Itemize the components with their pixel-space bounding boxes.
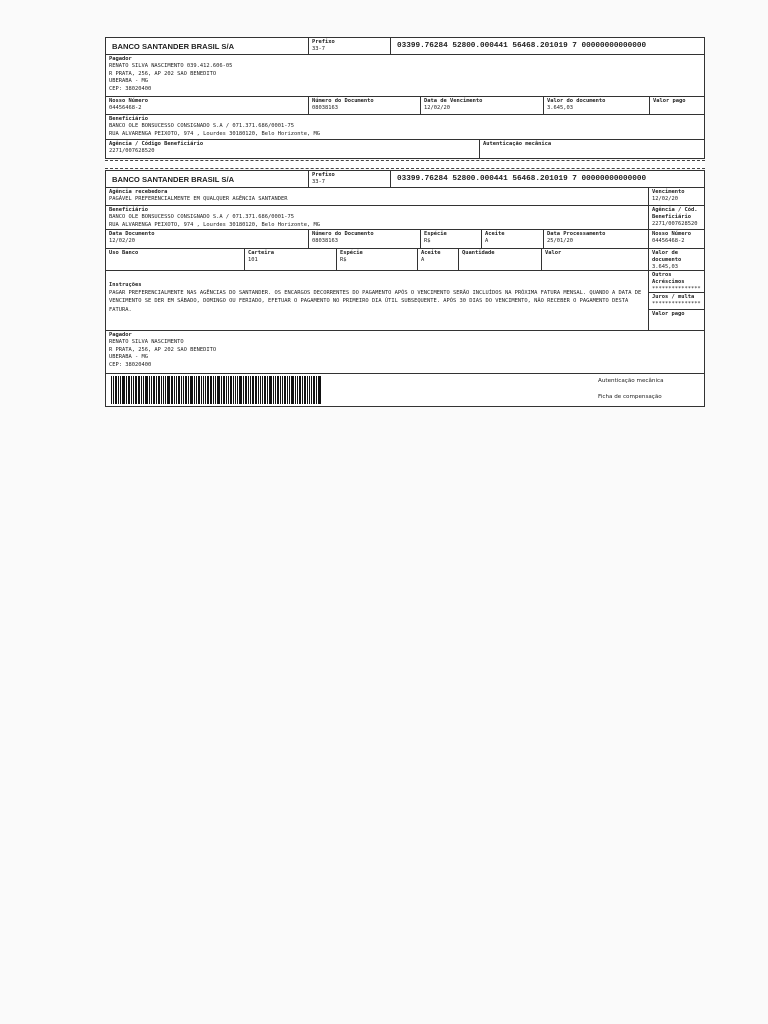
- barcode: [111, 376, 396, 404]
- especie-doc-label: Espécie: [424, 231, 447, 237]
- valor-documento-label: Valor do documento: [547, 98, 606, 104]
- valor-pago-label: Valor pago: [653, 98, 686, 104]
- barcode-area: [106, 374, 396, 406]
- data-processamento-label: Data Processamento: [547, 231, 606, 237]
- payer-label-2: Pagador: [109, 332, 132, 338]
- barcode-bar: [307, 376, 308, 404]
- especie-moeda-cell: [337, 249, 418, 270]
- juros-multa-label: Juros / multa: [652, 294, 695, 300]
- quantidade-label: Quantidade: [462, 250, 495, 256]
- vencimento-label: Data de Vencimento: [424, 98, 483, 104]
- valor-pago-cell-2: [649, 310, 704, 330]
- barcode-bar: [131, 376, 132, 404]
- prefix-cell: [309, 38, 391, 54]
- barcode-bar: [252, 376, 254, 404]
- nosso-numero-cell-2: [649, 230, 704, 249]
- outros-acrescimos-label: Outros Acréscimos: [652, 272, 685, 285]
- agencia-codigo-value: 2271/007628520: [109, 148, 155, 154]
- agencia-codigo-cell: [106, 140, 480, 158]
- payer-name-doc: RENATO SILVA NASCIMENTO 039.412.606-05: [109, 63, 233, 69]
- uso-banco-label: Uso Banco: [109, 250, 139, 256]
- barcode-bar: [141, 376, 142, 404]
- data-documento-value: 12/02/20: [109, 238, 135, 244]
- aceite-cell-2: [418, 249, 459, 270]
- barcode-bar: [226, 376, 227, 404]
- barcode-bar: [215, 376, 216, 404]
- barcode-bar: [120, 376, 121, 404]
- nosso-numero-value: 04456468-2: [109, 105, 142, 111]
- barcode-bar: [313, 376, 315, 404]
- barcode-bar: [185, 376, 187, 404]
- especie-doc-value: R$: [424, 238, 431, 244]
- nosso-numero-cell: [106, 97, 309, 114]
- barcode-bar: [309, 376, 310, 404]
- barcode-bar: [198, 376, 200, 404]
- barcode-bar: [201, 376, 202, 404]
- barcode-bar: [295, 376, 296, 404]
- barcode-bar: [158, 376, 160, 404]
- ficha-compensacao-label: Ficha de compensação: [598, 394, 662, 400]
- vencimento-cell: [421, 97, 544, 114]
- digitable-line[interactable]: 03399.76284 52800.000441 56468.201019 7 00000000000000: [397, 42, 647, 50]
- barcode-bar: [230, 376, 232, 404]
- barcode-bar: [284, 376, 286, 404]
- barcode-bar: [260, 376, 261, 404]
- barcode-bar: [178, 376, 180, 404]
- carteira-value: 101: [248, 257, 258, 263]
- barcode-bar: [316, 376, 317, 404]
- beneficiario-label: Beneficiário: [109, 116, 148, 122]
- valor-documento-value: 3.645,03: [547, 105, 573, 111]
- outros-acrescimos-cell: [649, 271, 704, 293]
- payer-name-2: RENATO SILVA NASCIMENTO: [109, 339, 184, 345]
- barcode-bar: [235, 376, 236, 404]
- upper-section: [106, 188, 704, 331]
- agencia-recebedora-label: Agência recebedora: [109, 189, 168, 195]
- valor-documento-value-2: 3.645,03: [652, 264, 678, 270]
- barcode-bar: [188, 376, 189, 404]
- barcode-bar: [269, 376, 272, 404]
- valor-pago-label-2: Valor pago: [652, 311, 685, 317]
- prefix-cell-2: [309, 171, 391, 187]
- barcode-bar: [291, 376, 294, 404]
- barcode-bar: [210, 376, 212, 404]
- data-processamento-cell: [544, 230, 648, 248]
- numero-documento-label-2: Número do Documento: [312, 231, 374, 237]
- barcode-bar: [111, 376, 112, 404]
- barcode-bar: [203, 376, 204, 404]
- payer-cep: CEP: 38020400: [109, 85, 152, 92]
- barcode-bar: [181, 376, 182, 404]
- local-pagamento-value: PAGÁVEL PREFERENCIALMENTE EM QUALQUER AGÊNCIA SANTANDER: [109, 196, 288, 202]
- barcode-bar: [258, 376, 259, 404]
- barcode-bar: [176, 376, 177, 404]
- barcode-bar: [275, 376, 276, 404]
- barcode-bar: [138, 376, 140, 404]
- numero-documento-value-2: 08038163: [312, 238, 338, 244]
- barcode-bar: [128, 376, 130, 404]
- instructions-block: [106, 271, 648, 330]
- vencimento-cell-2: [649, 188, 704, 206]
- barcode-bar: [194, 376, 195, 404]
- outros-acrescimos-value: ***************: [652, 286, 701, 292]
- barcode-bar: [213, 376, 214, 404]
- barcode-bar: [287, 376, 288, 404]
- nosso-numero-label-2: Nosso Número: [652, 231, 691, 237]
- barcode-bar: [135, 376, 137, 404]
- barcode-bar: [221, 376, 222, 404]
- barcode-bar: [163, 376, 164, 404]
- prefix-value: 33-7: [312, 46, 325, 52]
- agencia-cod-value: 2271/007628520: [652, 221, 698, 227]
- barcode-bar: [171, 376, 173, 404]
- quantidade-cell: [459, 249, 542, 270]
- beneficiario-name: BANCO OLE BONSUCESSO CONSIGNADO S.A / 071.371.686/0001-75: [109, 123, 294, 129]
- payer-address: R PRATA, 256, AP 202 SAO BENEDITO: [109, 70, 217, 77]
- barcode-bar: [122, 376, 125, 404]
- beneficiario-address: RUA ALVARENGA PEIXOTO, 974 , Lourdes 30180120, Belo Horizonte, MG: [109, 130, 320, 137]
- aceite-label-2: Aceite: [421, 250, 441, 256]
- ficha-compensacao: [105, 170, 705, 407]
- barcode-bar: [217, 376, 220, 404]
- numero-documento-value: 08038163: [312, 105, 338, 111]
- barcode-bar: [318, 376, 321, 404]
- especie-doc-cell: [421, 230, 482, 248]
- beneficiario-block: [106, 115, 704, 139]
- barcode-bar: [149, 376, 150, 404]
- digitable-line-2[interactable]: 03399.76284 52800.000441 56468.201019 7 00000000000000: [397, 175, 647, 183]
- bank-name: BANCO SANTANDER BRASIL S/A: [106, 38, 309, 54]
- prefix-label: Prefixo: [312, 39, 335, 45]
- barcode-bar: [311, 376, 312, 404]
- juros-multa-cell: [649, 293, 704, 310]
- barcode-bar: [183, 376, 184, 404]
- barcode-bar: [165, 376, 166, 404]
- prefix-label-2: Prefixo: [312, 172, 335, 178]
- barcode-bar: [145, 376, 148, 404]
- barcode-bar: [282, 376, 283, 404]
- barcode-bar: [273, 376, 274, 404]
- barcode-bar: [118, 376, 119, 404]
- barcode-bar: [133, 376, 134, 404]
- numero-documento-cell: [309, 97, 421, 114]
- barcode-bar: [115, 376, 117, 404]
- barcode-bar: [299, 376, 301, 404]
- prefix-value-2: 33-7: [312, 179, 325, 185]
- barcode-bar: [151, 376, 152, 404]
- barcode-bar: [277, 376, 279, 404]
- barcode-bar: [207, 376, 209, 404]
- carteira-label: Carteira: [248, 250, 274, 256]
- payer-label: Pagador: [109, 56, 132, 62]
- nosso-numero-label: Nosso Número: [109, 98, 148, 104]
- cut-line: [105, 160, 705, 169]
- aceite-cell: [482, 230, 544, 248]
- payer-block: [106, 55, 704, 96]
- barcode-bar: [264, 376, 266, 404]
- numero-documento-cell-2: [309, 230, 421, 248]
- valor-pago-cell: [650, 97, 704, 114]
- juros-multa-value: ***************: [652, 301, 701, 307]
- upper-left: [106, 188, 648, 330]
- valor-cell: [542, 249, 648, 270]
- barcode-bar: [228, 376, 229, 404]
- barcode-bar: [126, 376, 127, 404]
- barcode-bar: [174, 376, 175, 404]
- aceite-value: A: [485, 238, 489, 244]
- valor-documento-label-2: Valor de documento: [652, 250, 682, 263]
- barcode-bar: [248, 376, 249, 404]
- valor-documento-cell-2: [649, 249, 704, 271]
- payer-block-2: [106, 331, 704, 373]
- footer: [106, 374, 704, 406]
- barcode-bar: [239, 376, 242, 404]
- vencimento-label-2: Vencimento: [652, 189, 685, 195]
- beneficiario-label-2: Beneficiário: [109, 207, 148, 213]
- barcode-bar: [196, 376, 197, 404]
- barcode-bar: [262, 376, 263, 404]
- valor-documento-cell: [544, 97, 650, 114]
- aceite-value-2: A: [421, 257, 425, 263]
- barcode-bar: [143, 376, 144, 404]
- barcode-bar: [167, 376, 170, 404]
- barcode-bar: [250, 376, 251, 404]
- especie-moeda-label: Espécie: [340, 250, 363, 256]
- agencia-cod-label: Agência / Cód. Beneficiário: [652, 207, 698, 220]
- payer-cep-2: CEP: 38020400: [109, 361, 152, 368]
- barcode-bar: [280, 376, 281, 404]
- barcode-bar: [302, 376, 303, 404]
- autenticacao-label: Autenticação mecânica: [483, 141, 552, 147]
- beneficiario-name-2: BANCO OLE BONSUCESSO CONSIGNADO S.A / 071.371.686/0001-75: [109, 214, 294, 220]
- payer-city: UBERABA - MG: [109, 78, 148, 84]
- aceite-label: Aceite: [485, 231, 505, 237]
- barcode-bar: [304, 376, 306, 404]
- barcode-bar: [156, 376, 157, 404]
- especie-moeda-value: R$: [340, 257, 347, 263]
- autenticacao-cell: [480, 140, 704, 158]
- agencia-cod-cell: [649, 206, 704, 230]
- beneficiario-block-2: [106, 206, 648, 229]
- data-processamento-value: 25/01/20: [547, 238, 573, 244]
- barcode-bar: [190, 376, 193, 404]
- uso-banco-cell: [106, 249, 245, 270]
- instructions-label: Instruções: [109, 282, 142, 288]
- barcode-bar: [237, 376, 238, 404]
- barcode-bar: [205, 376, 206, 404]
- boleto: [105, 37, 705, 407]
- right-column: [648, 188, 704, 330]
- vencimento-value: 12/02/20: [424, 105, 450, 111]
- barcode-bar: [297, 376, 298, 404]
- instructions-text: PAGAR PREFERENCIALMENTE NAS AGÊNCIAS DO SANTANDER. OS ENCARGOS DECORRENTES DO PAGAMENTO APÓS O VENCIMENTO SERÃO INCLUÍDOS NA PRÓXIMA FATURA MENSAL. QUANDO A DATA DE VENCIMENTO SE DER EM SÁBADO, DOMINGO OU FERIADO, EFETUAR O PAGAMENTO NO PRIMEIRO DIA ÚTIL SUBSEQUENTE. APÓS 30 DIAS DO VENCIMENTO, NÃO RECEBER O PAGAMENTO DESTA FATURA.: [109, 290, 642, 313]
- barcode-bar: [223, 376, 225, 404]
- local-pagamento: [106, 188, 648, 205]
- barcode-bar: [153, 376, 155, 404]
- payer-address-2: R PRATA, 256, AP 202 SAO BENEDITO: [109, 346, 217, 353]
- valor-label: Valor: [545, 250, 562, 256]
- carteira-cell: [245, 249, 337, 270]
- barcode-bar: [161, 376, 162, 404]
- data-documento-cell: [106, 230, 309, 248]
- recibo-pagador: [105, 37, 705, 159]
- barcode-bar: [245, 376, 247, 404]
- agencia-codigo-label: Agência / Código Beneficiário: [109, 141, 204, 147]
- barcode-bar: [243, 376, 244, 404]
- data-documento-label: Data Documento: [109, 231, 155, 237]
- barcode-bar: [255, 376, 257, 404]
- autenticacao-footer: Autenticação mecânica: [598, 378, 664, 384]
- barcode-bar: [289, 376, 290, 404]
- payer-city-2: UBERABA - MG: [109, 354, 148, 360]
- barcode-bar: [267, 376, 268, 404]
- footer-right: [396, 374, 704, 406]
- vencimento-value-2: 12/02/20: [652, 196, 678, 202]
- barcode-bar: [233, 376, 234, 404]
- nosso-numero-value-2: 04456468-2: [652, 238, 685, 244]
- barcode-bar: [113, 376, 114, 404]
- bank-name-2: BANCO SANTANDER BRASIL S/A: [106, 171, 309, 187]
- beneficiario-address-2: RUA ALVARENGA PEIXOTO, 974 , Lourdes 30180120, Belo Horizonte, MG: [109, 221, 320, 228]
- numero-documento-label: Número do Documento: [312, 98, 374, 104]
